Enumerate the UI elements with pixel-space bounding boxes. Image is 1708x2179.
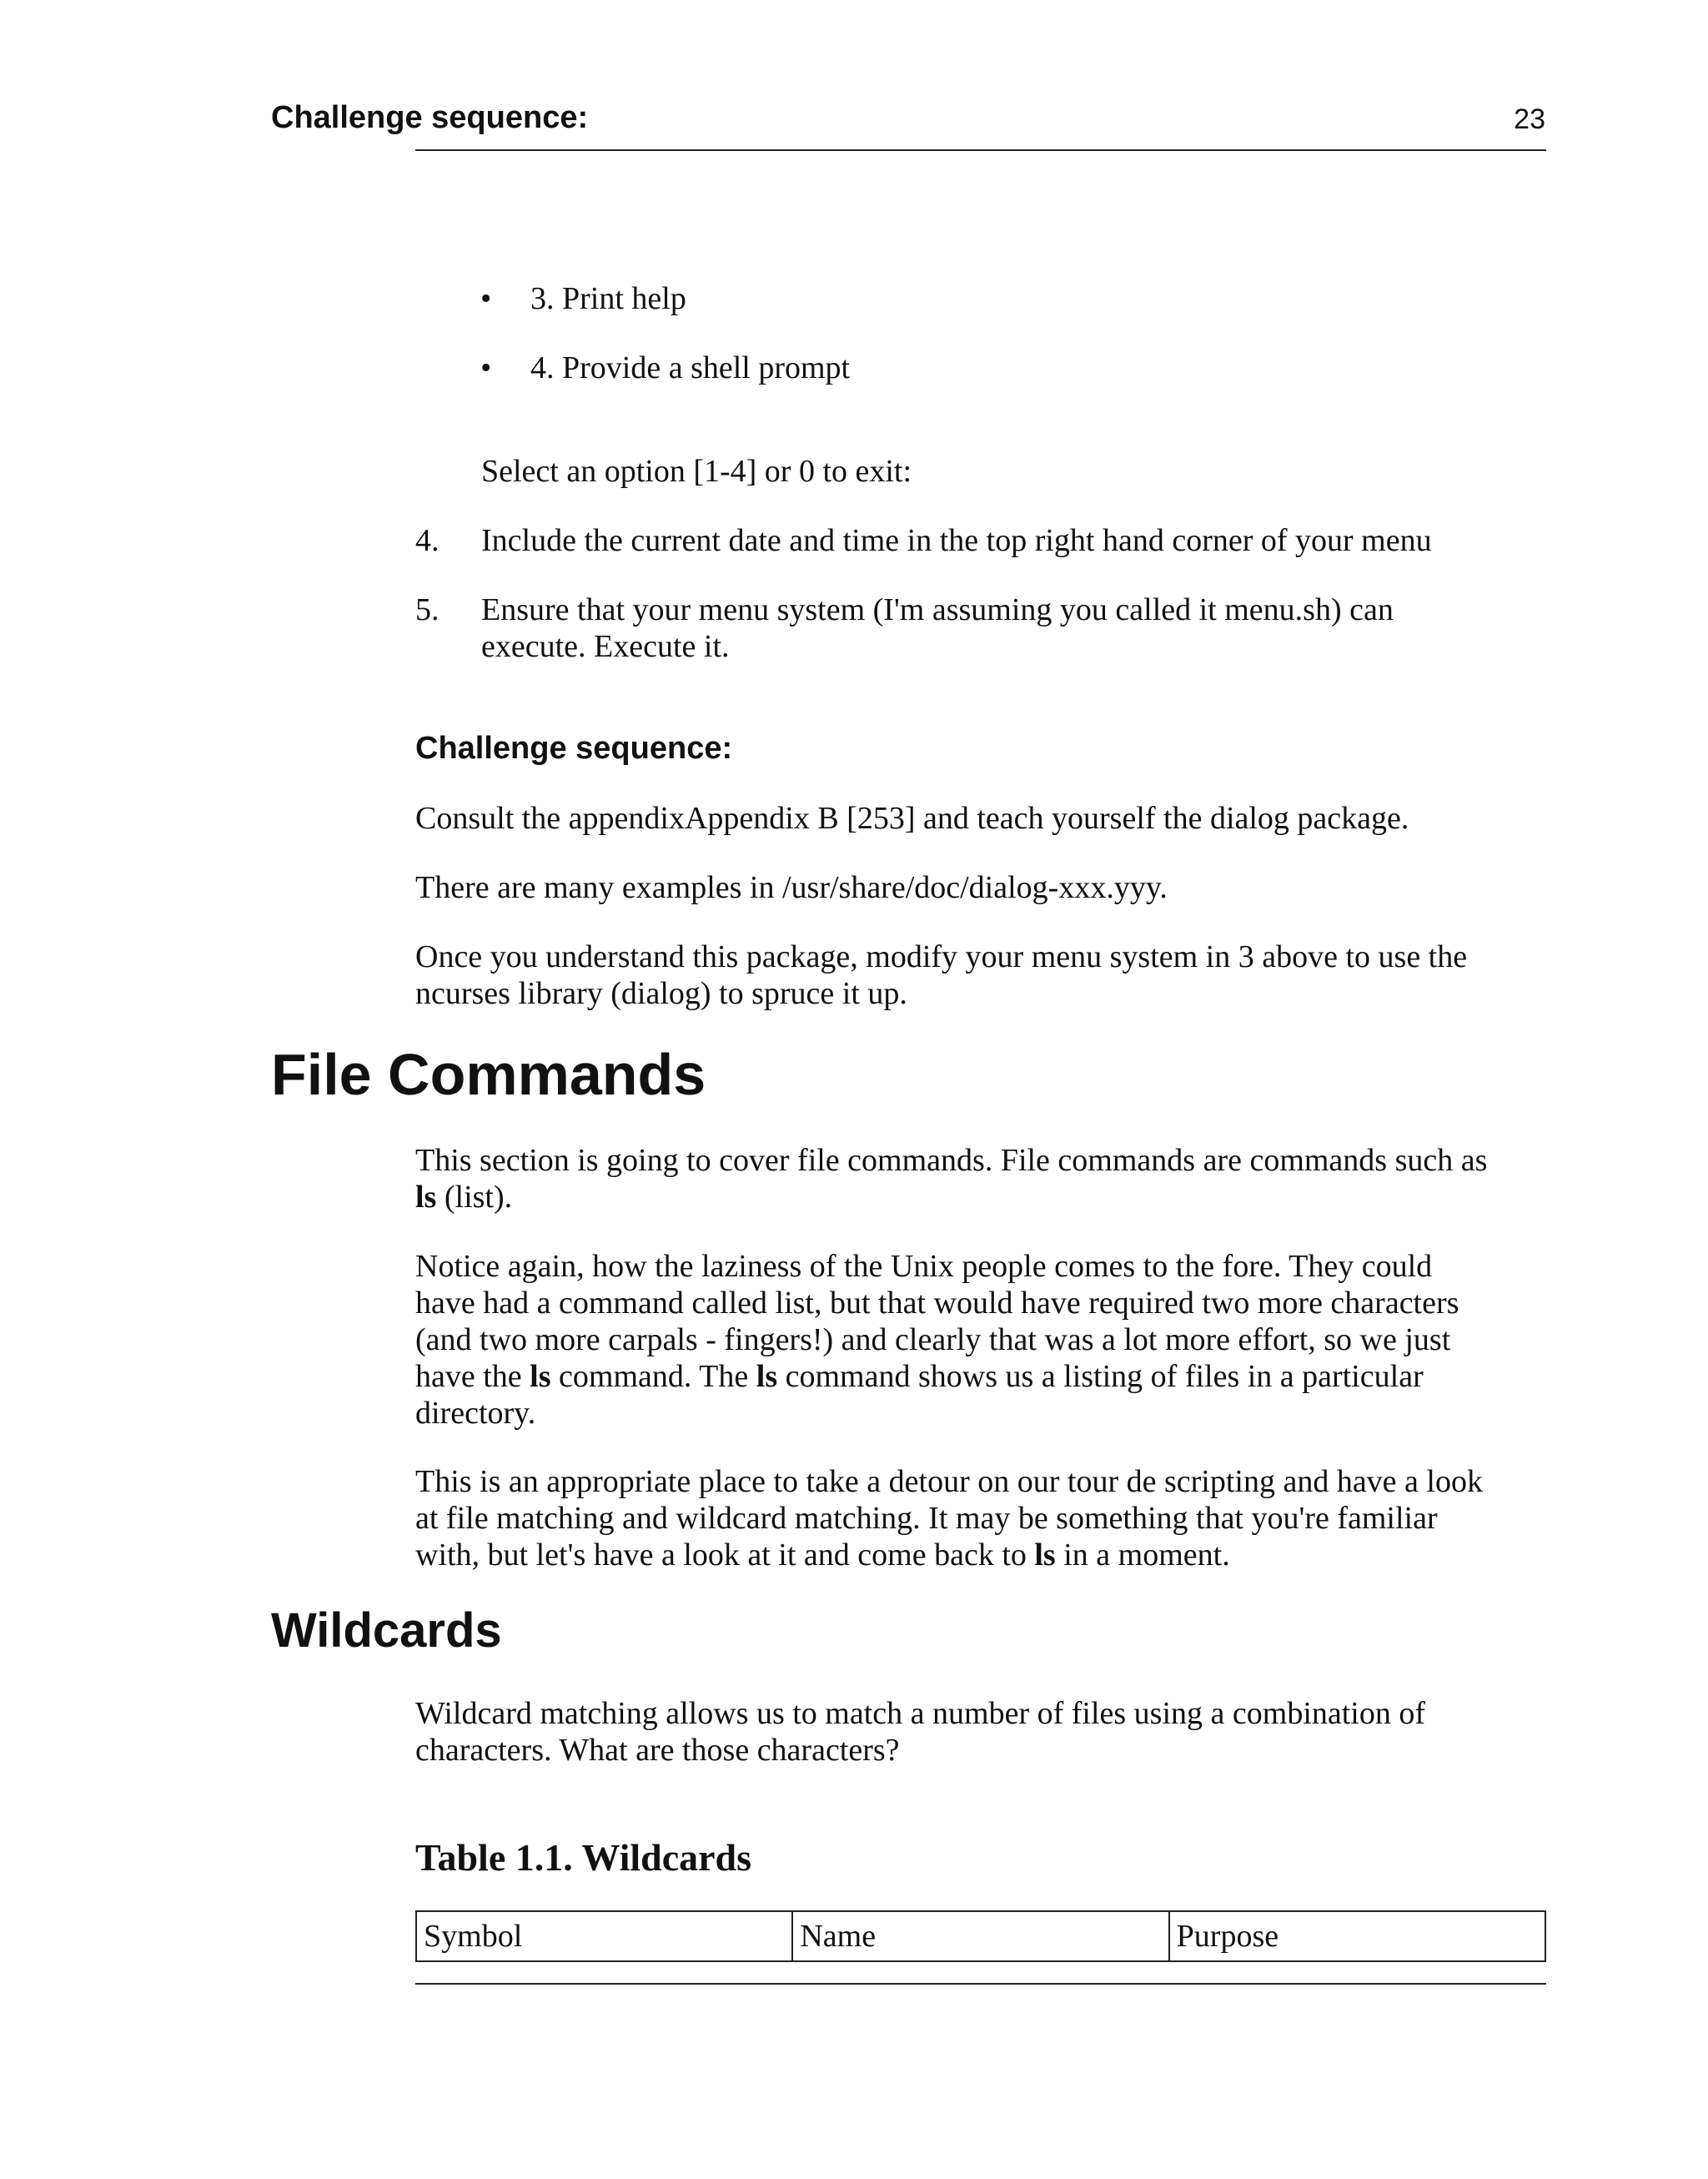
- list-item: Include the current date and time in the top right hand corner of your menu: [481, 523, 1432, 558]
- prompt-line: Select an option [1-4] or 0 to exit:: [481, 454, 912, 489]
- paragraph-line: Notice again, how the laziness of the Unix people comes to the fore. They could: [415, 1249, 1433, 1284]
- paragraph: [415, 1463, 1550, 1573]
- list-item: 3. Print help: [530, 281, 686, 316]
- paragraph-line: directory.: [415, 1396, 536, 1431]
- command-ls: ls: [1034, 1537, 1056, 1573]
- paragraph-line: at file matching and wildcard matching. It may be something that you're familiar: [415, 1501, 1438, 1536]
- wildcards-table: [415, 1910, 1546, 1962]
- paragraph-line: have the ls command. The ls command shows us a listing of files in a particular: [415, 1359, 1424, 1394]
- challenge-heading: Challenge sequence:: [415, 731, 733, 766]
- running-header: Challenge sequence:: [271, 100, 589, 135]
- paragraph: There are many examples in /usr/share/doc/dialog-xxx.yyy.: [415, 870, 1168, 905]
- list-item: [481, 591, 1549, 665]
- table-header-cell: Purpose: [1169, 1911, 1545, 1961]
- section-heading: File Commands: [271, 1042, 706, 1107]
- header-rule: [415, 149, 1546, 151]
- paragraph-line: have had a command called list, but that would have required two more characters: [415, 1286, 1459, 1321]
- paragraph-line: Once you understand this package, modify your menu system in 3 above to use the: [415, 939, 1468, 974]
- subsection-heading: Wildcards: [271, 1603, 502, 1658]
- paragraph: [415, 1248, 1550, 1432]
- paragraph: [415, 1695, 1550, 1769]
- paragraph-line: (and two more carpals - fingers!) and clearly that was a lot more effort, so we just: [415, 1322, 1451, 1357]
- table-header-cell: Symbol: [416, 1911, 792, 1961]
- table-header-cell: Name: [792, 1911, 1168, 1961]
- paragraph-line: ls (list).: [415, 1180, 513, 1215]
- paragraph-line: This is an appropriate place to take a detour on our tour de scripting and have a look: [415, 1464, 1483, 1499]
- list-number: 5.: [415, 592, 440, 627]
- paragraph-line: characters. What are those characters?: [415, 1733, 900, 1768]
- bullet-icon: •: [480, 281, 492, 316]
- page-number: 23: [1514, 103, 1545, 135]
- command-ls: ls: [530, 1359, 551, 1394]
- paragraph: [415, 939, 1550, 1012]
- list-item-line: execute. Execute it.: [481, 629, 730, 664]
- table-header-row: [416, 1911, 1545, 1961]
- table-caption: Table 1.1. Wildcards: [415, 1836, 752, 1879]
- paragraph-line: Wildcard matching allows us to match a number of files using a combination of: [415, 1696, 1426, 1731]
- list-item: 4. Provide a shell prompt: [530, 350, 851, 385]
- paragraph-line: with, but let's have a look at it and come back to ls in a moment.: [415, 1537, 1230, 1573]
- command-ls: ls: [415, 1180, 437, 1215]
- list-item-line: Ensure that your menu system (I'm assuming you called it menu.sh) can: [481, 592, 1394, 627]
- paragraph-line: ncurses library (dialog) to spruce it up.: [415, 976, 907, 1011]
- paragraph-line: This section is going to cover file commands. File commands are commands such as: [415, 1143, 1488, 1178]
- paragraph: Consult the appendixAppendix B [253] and teach yourself the dialog package.: [415, 801, 1409, 836]
- command-ls: ls: [756, 1359, 778, 1394]
- footer-rule: [415, 1983, 1546, 1985]
- paragraph: [415, 1142, 1550, 1215]
- bullet-icon: •: [480, 350, 492, 385]
- list-number: 4.: [415, 523, 440, 558]
